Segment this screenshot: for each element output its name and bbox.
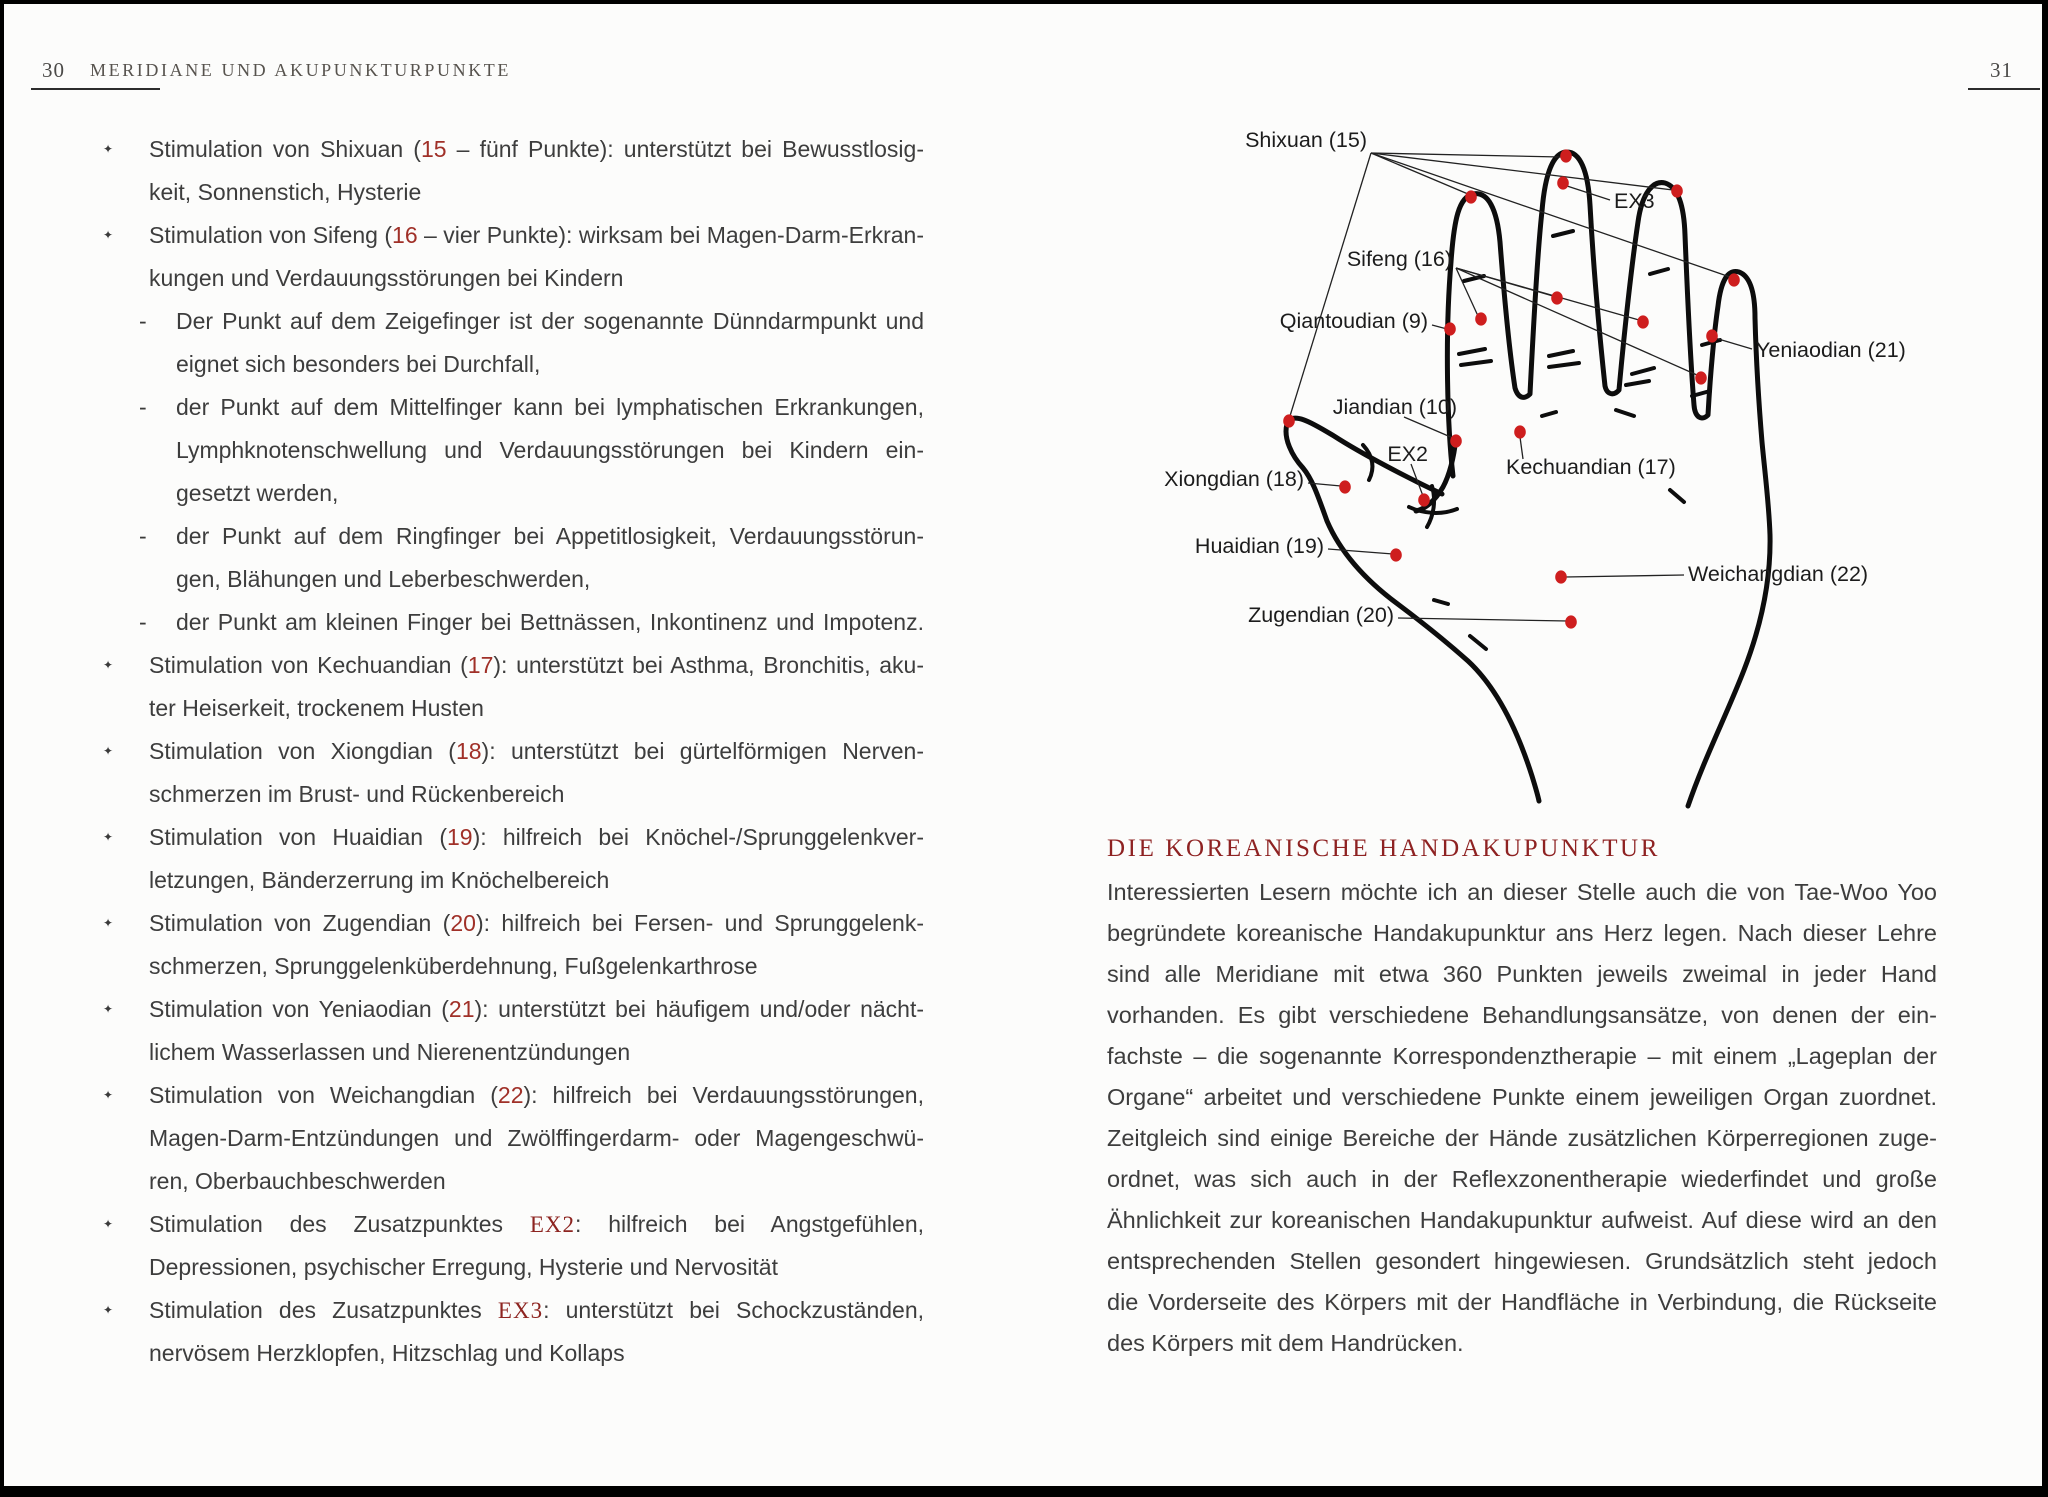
- label-leader-line: [1398, 618, 1568, 621]
- acupoint-dot: [1706, 329, 1718, 342]
- text-segment: Stimulation von Sifeng (: [149, 222, 393, 248]
- text-segment: – vier Punkte): wirksam bei Magen-Darm-Erkran-: [417, 222, 924, 248]
- bullet-icon: ✦: [103, 830, 114, 844]
- text-segment: Stimulation von Yeniaodian (: [149, 996, 449, 1022]
- acupoint-dot: [1514, 425, 1526, 438]
- acupoint-dot: [1390, 548, 1402, 561]
- acupoint-dot: [1339, 480, 1351, 493]
- acupoint-dots: [1283, 149, 1740, 628]
- acupoint-dot: [1565, 615, 1577, 628]
- acupoint-label: Huaidian (19): [1194, 534, 1324, 558]
- text-segment: Stimulation von Kechuandian (: [149, 652, 468, 678]
- acupoint-dot: [1728, 273, 1740, 286]
- text-segment: Stimulation von Shixuan (: [149, 136, 421, 162]
- text-segment: ): hilfreich bei Verdauungsstörungen,: [523, 1082, 924, 1108]
- text-segment: Stimulation des Zusatzpunktes: [149, 1297, 498, 1323]
- hand-acupoints-diagram: [1154, 99, 1924, 829]
- text-line: Ähnlichkeit zur koreanischen Handakupunktur aufweist. Auf diese wird an den: [1107, 1207, 1937, 1233]
- text-line: vorhanden. Es gibt verschiedene Behandlungsansätze, von denen der ein-: [1107, 1002, 1937, 1028]
- text-segment: ): hilfreich bei Knöchel-/Sprunggelenkver-: [472, 824, 924, 850]
- acupoint-label: Weichangdian (22): [1688, 562, 1869, 586]
- text-segment: 19: [447, 824, 473, 850]
- text-line: [99, 988, 924, 1031]
- bullet-icon: ✦: [103, 744, 114, 758]
- text-segment: Stimulation von Weichangdian (: [149, 1082, 498, 1108]
- label-leader-line: [1565, 575, 1684, 577]
- text-segment: 16: [392, 222, 418, 248]
- bullet-icon: ✦: [103, 1217, 114, 1231]
- acupoint-dot: [1465, 190, 1477, 203]
- label-leader-line: [1290, 153, 1371, 416]
- bullet-icon: ✦: [103, 1088, 114, 1102]
- text-segment: 17: [467, 652, 494, 678]
- text-segment: letzungen, Bänderzerrung im Knöchelbereich: [149, 867, 610, 893]
- text-segment: Depressionen, psychischer Erregung, Hysterie und Nervosität: [149, 1254, 778, 1280]
- text-line: [99, 859, 924, 902]
- text-segment: gen, Blähungen und Leberbeschwerden,: [176, 566, 591, 592]
- text-segment: – fünf Punkte): unterstützt bei Bewusstlosig-: [446, 136, 924, 162]
- text-line: [99, 558, 924, 601]
- text-line: [99, 429, 924, 472]
- text-line: [99, 730, 924, 773]
- text-line: begründete koreanische Handakupunktur ans Herz legen. Nach dieser Lehre: [1107, 920, 1937, 946]
- acupoint-label: Xiongdian (18): [1164, 467, 1304, 491]
- text-line: [99, 343, 924, 386]
- text-segment: keit, Sonnenstich, Hysterie: [149, 179, 422, 205]
- acupoint-label: Sifeng (16): [1346, 247, 1452, 271]
- text-line: [99, 816, 924, 859]
- text-line: fachste – die sogenannte Korrespondenztherapie – mit einem „Lageplan der: [1107, 1043, 1937, 1069]
- right-column-paragraph: [1107, 872, 1937, 1364]
- acupoint-dot: [1551, 291, 1563, 304]
- text-segment: : hilfreich bei Angstgefühlen,: [575, 1211, 924, 1237]
- text-segment: 22: [497, 1082, 524, 1108]
- text-segment: 21: [448, 996, 475, 1022]
- acupoint-dot: [1560, 149, 1572, 162]
- text-segment: der Punkt auf dem Ringfinger bei Appetitlosigkeit, Verdauungsstörun-: [176, 523, 924, 549]
- acupoint-dot: [1671, 184, 1683, 197]
- section-heading: DIE KOREANISCHE HANDAKUPUNKTUR: [1107, 835, 1660, 862]
- text-segment: ): unterstützt bei gürtelförmigen Nerven-: [481, 738, 924, 764]
- acupoint-dot: [1475, 312, 1487, 325]
- text-segment: Lymphknotenschwellung und Verdauungsstörungen bei Kindern ein-: [176, 437, 924, 463]
- text-line: [99, 687, 924, 730]
- text-segment: nervösem Herzklopfen, Hitzschlag und Kollaps: [149, 1340, 625, 1366]
- acupoint-dot: [1555, 570, 1567, 583]
- text-line: entsprechenden Stellen gesondert hingewiesen. Grundsätzlich steht jedoch: [1107, 1248, 1937, 1274]
- acupoint-dot: [1418, 493, 1430, 506]
- text-segment: Stimulation von Huaidian (: [149, 824, 447, 850]
- text-segment: lichem Wasserlassen und Nierenentzündungen: [149, 1039, 631, 1065]
- acupoint-label: Yeniaodian (21): [1756, 338, 1906, 362]
- text-segment: EX2: [529, 1212, 576, 1237]
- text-line: [99, 472, 924, 515]
- dash-icon: -: [139, 523, 147, 549]
- dash-icon: -: [139, 394, 147, 420]
- bullet-icon: ✦: [103, 1303, 114, 1317]
- dash-icon: -: [139, 609, 147, 635]
- text-segment: Stimulation des Zusatzpunktes: [149, 1211, 530, 1237]
- text-line: Organe“ arbeitet und verschiedene Punkte einem jeweiligen Organ zuordnet.: [1107, 1084, 1937, 1110]
- text-segment: Magen-Darm-Entzündungen und Zwölffingerdarm- oder Magengeschwü-: [149, 1125, 924, 1151]
- text-segment: schmerzen, Sprunggelenküberdehnung, Fußgelenkarthrose: [149, 953, 758, 979]
- acupoint-label: Jiandian (10): [1332, 395, 1457, 419]
- acupoint-dot: [1557, 176, 1569, 189]
- acupoint-dot: [1283, 414, 1295, 427]
- acupoint-label: Qiantoudian (9): [1279, 309, 1428, 333]
- text-segment: schmerzen im Brust- und Rückenbereich: [149, 781, 565, 807]
- text-segment: ): unterstützt bei häufigem und/oder nächt-: [474, 996, 925, 1022]
- text-line: [99, 1031, 924, 1074]
- bullet-icon: ✦: [103, 658, 114, 672]
- acupoint-dot: [1695, 371, 1707, 384]
- text-segment: Stimulation von Zugendian (: [149, 910, 451, 936]
- text-segment: kungen und Verdauungsstörungen bei Kindern: [149, 265, 624, 291]
- text-segment: ): unterstützt bei Asthma, Bronchitis, aku-: [493, 652, 924, 678]
- left-column: [99, 128, 924, 1375]
- bullet-icon: ✦: [103, 1002, 114, 1016]
- label-leader-line: [1456, 268, 1639, 320]
- text-segment: der Punkt auf dem Mittelfinger kann bei lymphatischen Erkrankungen,: [176, 394, 924, 420]
- text-line: [99, 773, 924, 816]
- text-line: [99, 1117, 924, 1160]
- text-line: [99, 1074, 924, 1117]
- text-line: [99, 300, 924, 343]
- header-rule-left: [31, 88, 160, 90]
- text-line: [99, 1246, 924, 1289]
- text-line: [99, 128, 924, 171]
- acupoint-label: Shixuan (15): [1245, 128, 1367, 152]
- page-header-title: MERIDIANE UND AKUPUNKTURPUNKTE: [90, 60, 511, 80]
- acupoint-label: Kechuandian (17): [1506, 455, 1676, 479]
- text-line: [99, 257, 924, 300]
- text-line: [99, 644, 924, 687]
- text-line: des Körpers mit dem Handrücken.: [1107, 1330, 1464, 1356]
- text-segment: eignet sich besonders bei Durchfall,: [176, 351, 541, 377]
- header-rule-right: [1968, 88, 2040, 90]
- text-segment: gesetzt werden,: [176, 480, 339, 506]
- bullet-icon: ✦: [103, 228, 114, 242]
- acupoint-dot: [1637, 315, 1649, 328]
- label-leader-line: [1715, 338, 1752, 349]
- text-segment: Stimulation von Xiongdian (: [149, 738, 456, 764]
- right-page-number: 31: [1990, 58, 2013, 82]
- left-page-number: 30: [42, 58, 65, 82]
- label-leader-line: [1404, 417, 1453, 438]
- label-leader-line: [1456, 268, 1478, 316]
- text-line: [99, 1332, 924, 1375]
- text-line: [99, 1160, 924, 1203]
- text-line: die Vorderseite des Körpers mit der Handfläche in Verbindung, die Rückseite: [1107, 1289, 1937, 1315]
- bullet-icon: ✦: [103, 142, 114, 156]
- text-segment: ter Heiserkeit, trockenem Husten: [149, 695, 484, 721]
- acupoint-label: Zugendian (20): [1248, 603, 1394, 627]
- text-line: [99, 902, 924, 945]
- text-line: Interessierten Lesern möchte ich an dieser Stelle auch die von Tae-Woo Yoo: [1107, 879, 1937, 905]
- text-line: [99, 1203, 924, 1246]
- acupoint-dot: [1444, 322, 1456, 335]
- text-line: ordnet, was sich auch in der Reflexzonentherapie wiederfindet und große: [1107, 1166, 1937, 1192]
- text-line: [99, 601, 924, 644]
- text-line: [99, 1289, 924, 1332]
- acupoint-label: EX3: [1614, 189, 1655, 213]
- bullet-icon: ✦: [103, 916, 114, 930]
- text-segment: EX3: [497, 1298, 544, 1323]
- text-line: [99, 386, 924, 429]
- text-line: [99, 214, 924, 257]
- text-segment: der Punkt am kleinen Finger bei Bettnässen, Inkontinenz und Impotenz.: [176, 609, 924, 635]
- text-segment: 18: [455, 738, 482, 764]
- text-line: sind alle Meridiane mit etwa 360 Punkten jeweils zweimal in jeder Hand: [1107, 961, 1937, 987]
- dash-icon: -: [139, 308, 147, 334]
- label-leader-line: [1328, 549, 1393, 554]
- text-segment: : unterstützt bei Schockzuständen,: [543, 1297, 924, 1323]
- text-line: [99, 945, 924, 988]
- text-segment: Der Punkt auf dem Zeigefinger ist der sogenannte Dünndarmpunkt und: [176, 308, 924, 334]
- text-segment: 20: [450, 910, 476, 936]
- text-line: [99, 171, 924, 214]
- text-segment: ren, Oberbauchbeschwerden: [149, 1168, 446, 1194]
- text-line: [99, 515, 924, 558]
- text-segment: ): hilfreich bei Fersen- und Sprunggelenk-: [475, 910, 925, 936]
- text-segment: 15: [420, 136, 447, 162]
- acupoint-dot: [1450, 434, 1462, 447]
- label-leader-line: [1456, 268, 1697, 375]
- acupoint-labels: [1164, 128, 1906, 627]
- text-line: Zeitgleich sind einige Bereiche der Hände zusätzlichen Körperregionen zuge-: [1107, 1125, 1937, 1151]
- acupoint-label: EX2: [1387, 442, 1428, 466]
